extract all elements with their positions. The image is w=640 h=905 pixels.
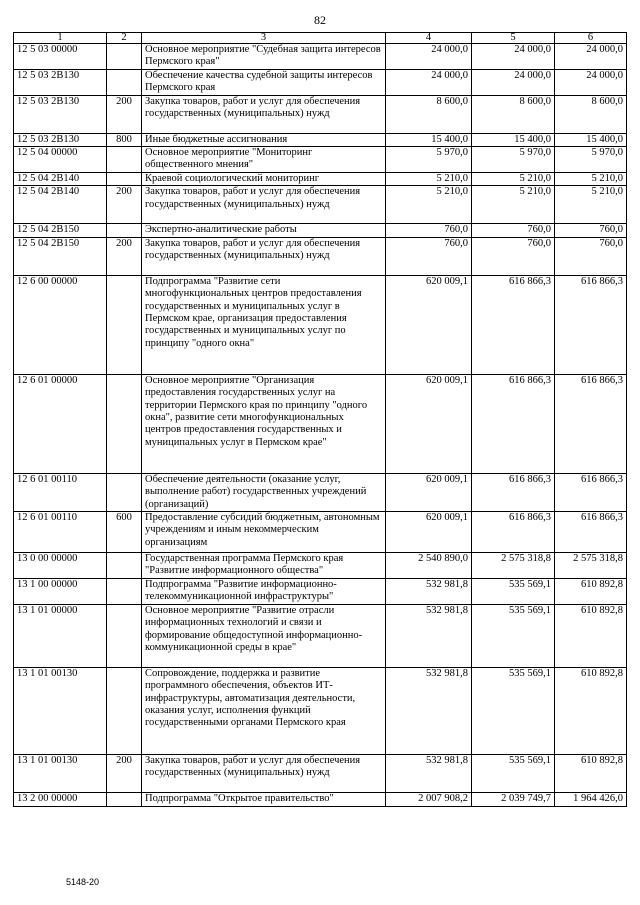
row-value-col5: 616 866,3 (472, 512, 555, 553)
row-value-col4: 15 400,0 (386, 133, 472, 146)
row-value-col6: 610 892,8 (555, 578, 627, 604)
row-vr-cell: 200 (107, 186, 142, 224)
row-value-col5: 2 575 318,8 (472, 553, 555, 579)
row-name-cell: Обеспечение деятельности (оказание услуг, выполнение работ) государственных учреждений (организаций) (142, 473, 386, 511)
row-value-col5: 535 569,1 (472, 667, 555, 754)
row-name-cell: Обеспечение качества судебной защиты интересов Пермского края (142, 69, 386, 95)
table-row (14, 792, 627, 806)
row-code-cell: 13 1 01 00130 (14, 667, 107, 754)
row-value-col5: 5 970,0 (472, 147, 555, 173)
row-value-col4: 760,0 (386, 237, 472, 275)
row-vr-cell (107, 578, 142, 604)
row-code-cell: 12 5 04 2В140 (14, 173, 107, 186)
row-vr-cell: 600 (107, 512, 142, 553)
row-value-col5: 760,0 (472, 237, 555, 275)
column-header: 2 (107, 33, 142, 44)
row-value-col6: 616 866,3 (555, 473, 627, 511)
row-value-col4: 2 540 890,0 (386, 553, 472, 579)
row-vr-cell: 200 (107, 754, 142, 792)
row-value-col5: 5 210,0 (472, 173, 555, 186)
row-name-cell: Подпрограмма "Развитие информационно-телекоммуникационной инфраструктуры" (142, 578, 386, 604)
column-header: 5 (472, 33, 555, 44)
row-value-col4: 24 000,0 (386, 44, 472, 70)
row-vr-cell (107, 275, 142, 374)
row-value-col5: 760,0 (472, 224, 555, 237)
row-code-cell: 12 5 03 2В130 (14, 95, 107, 133)
table-header-row (14, 33, 627, 44)
row-value-col4: 620 009,1 (386, 275, 472, 374)
row-vr-cell (107, 44, 142, 70)
row-value-col6: 24 000,0 (555, 69, 627, 95)
table-row (14, 44, 627, 70)
row-value-col5: 535 569,1 (472, 754, 555, 792)
row-value-col4: 2 007 908,2 (386, 792, 472, 806)
column-header: 4 (386, 33, 472, 44)
row-value-col6: 5 970,0 (555, 147, 627, 173)
row-vr-cell (107, 604, 142, 667)
row-vr-cell: 800 (107, 133, 142, 146)
row-value-col5: 24 000,0 (472, 44, 555, 70)
row-name-cell: Экспертно-аналитические работы (142, 224, 386, 237)
row-value-col6: 5 210,0 (555, 173, 627, 186)
row-value-col5: 8 600,0 (472, 95, 555, 133)
table-row (14, 237, 627, 275)
row-value-col4: 8 600,0 (386, 95, 472, 133)
table-row (14, 224, 627, 237)
row-value-col4: 532 981,8 (386, 604, 472, 667)
row-name-cell: Основное мероприятие "Организация предоставления государственных услуг на территории Пермского края по принципу "одного окна", развитие сети многофункциональных центров предоставления государственных и муниципальных услуг в Пермском крае" (142, 374, 386, 473)
table-row (14, 147, 627, 173)
row-value-col6: 610 892,8 (555, 667, 627, 754)
row-code-cell: 12 6 01 00110 (14, 473, 107, 511)
row-value-col5: 616 866,3 (472, 473, 555, 511)
row-name-cell: Сопровождение, поддержка и развитие программного обеспечения, объектов ИТ-инфраструктуры, автоматизация деятельности, оказания услуг, исполнения функций государственными органами Пермского края (142, 667, 386, 754)
row-value-col6: 760,0 (555, 237, 627, 275)
row-code-cell: 12 6 01 00110 (14, 512, 107, 553)
row-name-cell: Основное мероприятие "Мониторинг общественного мнения" (142, 147, 386, 173)
table-row (14, 604, 627, 667)
row-code-cell: 13 1 01 00000 (14, 604, 107, 667)
budget-table (13, 32, 627, 807)
table-row (14, 754, 627, 792)
row-name-cell: Закупка товаров, работ и услуг для обеспечения государственных (муниципальных) нужд (142, 237, 386, 275)
row-value-col4: 532 981,8 (386, 754, 472, 792)
table-row (14, 95, 627, 133)
row-value-col4: 5 970,0 (386, 147, 472, 173)
row-vr-cell (107, 224, 142, 237)
row-value-col5: 535 569,1 (472, 578, 555, 604)
row-name-cell: Основное мероприятие "Судебная защита интересов Пермского края" (142, 44, 386, 70)
table-row (14, 578, 627, 604)
row-name-cell: Подпрограмма "Открытое правительство" (142, 792, 386, 806)
row-value-col6: 616 866,3 (555, 275, 627, 374)
row-value-col5: 2 039 749,7 (472, 792, 555, 806)
page-number: 82 (314, 13, 326, 27)
row-vr-cell (107, 473, 142, 511)
row-value-col5: 535 569,1 (472, 604, 555, 667)
table-row (14, 374, 627, 473)
column-header: 1 (14, 33, 107, 44)
row-value-col6: 616 866,3 (555, 512, 627, 553)
row-vr-cell (107, 173, 142, 186)
row-vr-cell: 200 (107, 237, 142, 275)
row-vr-cell: 200 (107, 95, 142, 133)
row-value-col4: 620 009,1 (386, 512, 472, 553)
row-value-col5: 616 866,3 (472, 275, 555, 374)
table-row (14, 133, 627, 146)
table-row (14, 667, 627, 754)
row-name-cell: Основное мероприятие "Развитие отрасли информационных технологий и связи и формирование общедоступной информационно-коммуникационной среды в крае" (142, 604, 386, 667)
row-code-cell: 12 5 03 2В130 (14, 133, 107, 146)
table-row (14, 473, 627, 511)
row-value-col4: 5 210,0 (386, 173, 472, 186)
table-row (14, 69, 627, 95)
row-value-col6: 2 575 318,8 (555, 553, 627, 579)
row-name-cell: Закупка товаров, работ и услуг для обеспечения государственных (муниципальных) нужд (142, 754, 386, 792)
table-row (14, 173, 627, 186)
table-row (14, 186, 627, 224)
row-vr-cell (107, 69, 142, 95)
row-value-col6: 610 892,8 (555, 754, 627, 792)
row-value-col6: 5 210,0 (555, 186, 627, 224)
table-row (14, 553, 627, 579)
row-value-col6: 24 000,0 (555, 44, 627, 70)
row-value-col6: 760,0 (555, 224, 627, 237)
row-value-col5: 15 400,0 (472, 133, 555, 146)
table-row (14, 275, 627, 374)
row-vr-cell (107, 147, 142, 173)
row-value-col4: 24 000,0 (386, 69, 472, 95)
row-value-col5: 24 000,0 (472, 69, 555, 95)
row-value-col4: 5 210,0 (386, 186, 472, 224)
row-value-col4: 532 981,8 (386, 667, 472, 754)
row-code-cell: 12 5 04 00000 (14, 147, 107, 173)
row-code-cell: 13 1 01 00130 (14, 754, 107, 792)
row-name-cell: Предоставление субсидий бюджетным, автономным учреждениям и иным некоммерческим организациям (142, 512, 386, 553)
row-value-col4: 532 981,8 (386, 578, 472, 604)
row-code-cell: 12 5 04 2В150 (14, 237, 107, 275)
row-code-cell: 12 6 00 00000 (14, 275, 107, 374)
row-value-col4: 760,0 (386, 224, 472, 237)
row-vr-cell (107, 792, 142, 806)
row-vr-cell (107, 667, 142, 754)
column-header: 6 (555, 33, 627, 44)
row-code-cell: 12 5 04 2В140 (14, 186, 107, 224)
row-value-col5: 5 210,0 (472, 186, 555, 224)
row-name-cell: Государственная программа Пермского края "Развитие информационного общества" (142, 553, 386, 579)
row-code-cell: 12 6 01 00000 (14, 374, 107, 473)
row-value-col6: 1 964 426,0 (555, 792, 627, 806)
row-value-col6: 610 892,8 (555, 604, 627, 667)
row-vr-cell (107, 553, 142, 579)
table-row (14, 512, 627, 553)
row-code-cell: 12 5 03 2В130 (14, 69, 107, 95)
footer-code: 5148-20 (66, 877, 100, 887)
row-name-cell: Закупка товаров, работ и услуг для обеспечения государственных (муниципальных) нужд (142, 95, 386, 133)
row-value-col4: 620 009,1 (386, 374, 472, 473)
column-header: 3 (142, 33, 386, 44)
row-value-col6: 15 400,0 (555, 133, 627, 146)
row-vr-cell (107, 374, 142, 473)
row-name-cell: Иные бюджетные ассигнования (142, 133, 386, 146)
row-code-cell: 13 2 00 00000 (14, 792, 107, 806)
row-code-cell: 13 1 00 00000 (14, 578, 107, 604)
row-value-col5: 616 866,3 (472, 374, 555, 473)
row-value-col6: 616 866,3 (555, 374, 627, 473)
row-value-col6: 8 600,0 (555, 95, 627, 133)
row-code-cell: 12 5 03 00000 (14, 44, 107, 70)
row-name-cell: Краевой социологический мониторинг (142, 173, 386, 186)
row-name-cell: Закупка товаров, работ и услуг для обеспечения государственных (муниципальных) нужд (142, 186, 386, 224)
row-value-col4: 620 009,1 (386, 473, 472, 511)
row-code-cell: 12 5 04 2В150 (14, 224, 107, 237)
row-name-cell: Подпрограмма "Развитие сети многофункциональных центров предоставления государственных и муниципальных услуг в Пермском крае, организация предоставления государственных и муниципальных услуг по принципу "одного окна" (142, 275, 386, 374)
row-code-cell: 13 0 00 00000 (14, 553, 107, 579)
